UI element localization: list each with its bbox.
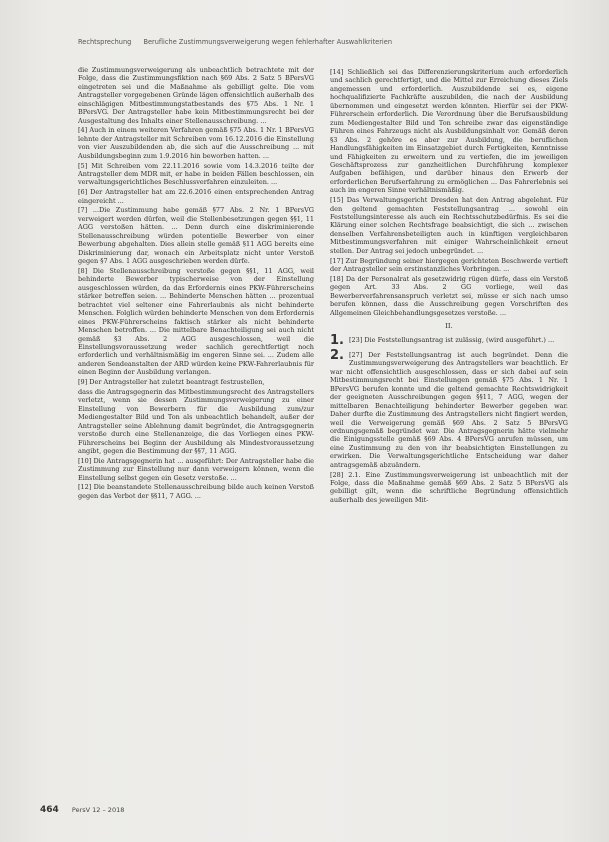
paragraph-text: [27] Der Feststellungsantrag ist auch begründet. Denn die Zustimmungsverweigerung des Antragstellers war beachtlich. Er war nicht offensichtlich ausgeschlossen, dass er sich dabei auf sein Mitbestimmungsrecht bei Einstellungen gemäß §75 Abs. 1 Nr. 1 BPersVG berufen konnte und die geltend gemachte Rechtswidrigkeit der geeigneten Ausschreibungen gegen §§11, 7 AGG, wegen der mittelbaren Benachteiligung behinderter Bewerber gegeben war. Daher durfte die Zustimmung des Antragstellers nicht fingiert werden, weil die Verweigerung gemäß §69 Abs. 2 Satz 5 BPersVG ordnungsgemäß begründet war. Die Antragsgegnerin hätte vielmehr die Einigungsstelle gemäß §69 Abs. 4 BPersVG anrufen müssen, um eine Zustimmung zu den von ihr beabsichtigten Einstellungen zu erwirken. Die Verwaltungsgerichtliche Entscheidung war daher antragsgemäß abzuändern. [330,350,568,469]
paragraph: [17] Zur Begründung seiner hiergegen gerichteten Beschwerde vertieft der Antragsteller sein erstinstanzliches Vorbringen. ... [330,256,568,274]
journal-reference: PersV 12 – 2018 [71,806,125,814]
section-heading: II. [445,322,453,331]
paragraph: [8] Die Stellenausschreibung verstoße gegen §§1, 11 AGG, weil behinderte Bewerber typischerweise von der Einstellung ausgeschlossen würden, da das Erfordernis eines PKW-Führerscheins stärker betreffen seien. ... Behinderte Menschen hätten ... prozentual betrachtet viel seltener eine Fahrerlaubnis als nicht behinderte Menschen. Folglich würden behinderte Menschen von dem Erfordernis eines PKW-Führerscheins faktisch stärker als nicht behinderte Menschen betroffen. ... Die mittelbare Benachteiligung sei auch nicht gemäß §3 Abs. 2 AGG ausgeschlossen, weil die Einstellungsvoraussetzung weder sachlich gerechtfertigt noch erforderlich und verhältnismäßig im engeren Sinne sei. ... Zudem alle anderen Sendeanstalten der ARD würden keine PKW-Fahrerlaubnis für einen Beginn der Ausbildung verlangen. [78,266,314,377]
paragraph: [6] Der Antragsteller hat am 22.6.2016 einen entsprechenden Antrag eingereicht ... [78,188,314,205]
right-column [330,68,568,506]
page-number: 464 [40,805,59,815]
page-footer [40,797,124,816]
paragraph: [5] Mit Schreiben vom 22.11.2016 sowie vom 14.3.2016 teilte der Antragsteller dem MDR mit, er habe in beiden Fällen beschlossen, ein verwaltungsgerichtliches Beschlussverfahren einzuleiten. ... [78,161,314,187]
paragraph: die Zustimmungsverweigerung als unbeachtlich betrachtete mit der Folge, dass die Zustimmungsfiktion nach §69 Abs. 2 Satz 5 BPersVG eingetreten sei und die Maßnahme als gebilligt gelte. Die vom Antragsteller vorgegebenen Gründe lägen offensichtlich außerhalb des einschlägigen Mitbestimmungstatbestands des §75 Abs. 1 Nr. 1 BPersVG. Der Antragsteller habe kein Mitbestimmungsrecht bei der Ausgestaltung des Inhalts einer Stellenausschreibung. ... [78,66,314,125]
paragraph: [28] 2.1. Eine Zustimmungsverweigerung ist unbeachtlich mit der Folge, dass die Maßnahme gemäß §69 Abs. 2 Satz 5 BPersVG als gebilligt gilt, wenn die schriftliche Begründung offensichtlich außerhalb des jeweiligen Mit- [330,470,568,504]
paragraph: [9] Der Antragsteller hat zuletzt beantragt festzustellen, [78,378,265,387]
running-head-title: Berufliche Zustimmungsverweigerung wegen fehlerhafter Auswahlkriterien [143,38,393,46]
running-head-section: Rechtsprechung [78,38,132,46]
numbered-paragraph [330,333,568,349]
paragraph: [4] Auch in einem weiteren Verfahren gemäß §75 Abs. 1 Nr. 1 BPersVG lehnte der Antragsteller mit Schreiben vom 16.12.2016 die Einstellung von vier Auszubildenden ab, die sich auf die Ausschreibung ... mit Ausbildungsbeginn zum 1.9.2016 hin beworben hatten. ... [78,126,314,160]
paragraph-text: [23] Die Feststellungsantrag ist zulässig, (wird ausgeführt.) ... [348,336,555,345]
paragraph-number: 1. [330,333,344,349]
left-column [78,66,314,502]
paragraph: [15] Das Verwaltungsgericht Dresden hat den Antrag abgelehnt. Für den geltend gemachten Feststellungsantrag ... sowohl ein Feststellungsinteresse als auch ein Rechtsschutzbedürfnis. Es sei die Klärung einer solchen Rechtsfrage beabsichtigt, die sich ... zwischen denselben Verfahrensbeteiligten auch in künftigen vergleichbaren Mitbestimmungsverfahren mit einiger Wahrscheinlichkeit erneut stellen. Der Antrag sei jedoch unbegründet. ... [330,196,568,255]
paragraph: [7] ...Die Zustimmung habe gemäß §77 Abs. 2 Nr. 1 BPersVG verweigert werden dürfen, weil die Stellenbesetzungen gegen §§1, 11 AGG verstoßen hätten. ... Denn durch eine diskriminierende Stellenausschreibung würden potentielle Bewerber von einer Bewerbung abgehalten. Dies allein stelle gemäß §11 AGG bereits eine Diskriminierung dar, wonach ein Arbeitsplatz nicht unter Verstoß gegen §7 Abs. 1 AGG ausgeschrieben werden dürfe. [78,206,314,266]
paragraph-number: 2. [330,347,344,363]
paragraph: [10] Die Antragsgegnerin hat ... ausgeführt: Der Antragsteller habe die Zustimmung zur Einstellung nur dann verweigern können, wenn die Einstellung selbst gegen ein Gesetz verstoße. ... [78,456,314,482]
paragraph: [14] Schließlich sei das Differenzierungskriterium auch erforderlich und sachlich gerechtfertigt, und die Mittel zur Erreichung dieses Ziels angemessen und erforderlich. Auszubildende sei es, eigene hochqualifizierte Fachkräfte auszubilden, die nach der Ausbildung übernommen und eingesetzt werden könnten. Hierfür sei der PKW-Führerschein erforderlich. Die Verordnung über die Berufsausbildung zum Mediengestalter Bild und Ton schreibe zwar das eigenständige Führen eines Fahrzeugs nicht als Ausbildungsinhalt vor. Gemäß deren §3 Abs. 2 gehöre es aber zur Ausbildung, die beruflichen Handlungsfähigkeiten im Einsatzgebiet durch Fertigkeiten, Kenntnisse und Fähigkeiten zu erweitern und zu vertiefen, die im jeweiligen Geschäftsprozess zur ganzheitlichen Durchführung komplexer Aufgaben befähigen, und darüber hinaus den Erwerb der erforderlichen Berufserfahrung zu ermöglichen ... Das Fahrerlebnis sei auch im engeren Sinne verhältnismäßig. [330,68,568,195]
paragraph: [12] Die beanstandete Stellenausschreibung bilde auch keinen Verstoß gegen das Verbot der §§11, 7 AGG. ... [78,483,314,500]
numbered-paragraph [330,347,568,469]
paragraph: dass die Antragsgegnerin das Mitbestimmungsrecht des Antragstellers verletzt, wenn sie dessen Zustimmungsverweigerung zu einer Einstellung von Bewerbern für die Ausbildung zum/zur Mediengestalter Bild und Ton als unbeachtlich behandelt, außer der Antragsteller seine Ablehnung damit begründet, die Antragsgegnerin verstoße durch eine Stellenanzeige, die das Vorliegen eines PKW-Führerscheins bei Beginn der Ausbildung als Mindestvoraussetzung angibt, gegen die Bestimmung der §§7, 11 AGG. [78,387,314,456]
paragraph: [18] Da der Personalrat als gesetzwidrig rügen dürfe, dass ein Verstoß gegen Art. 33 Abs. 2 GG vorliege, weil das Bewerberverfahrensanspruch verletzt sei, müsse er sich nach umso berufen können, dass die Ausschreibung gegen Vorschriften des Allgemeinen Gleichbehandlungsgesetzes verstoße. ... [330,274,568,317]
running-head [78,38,569,46]
